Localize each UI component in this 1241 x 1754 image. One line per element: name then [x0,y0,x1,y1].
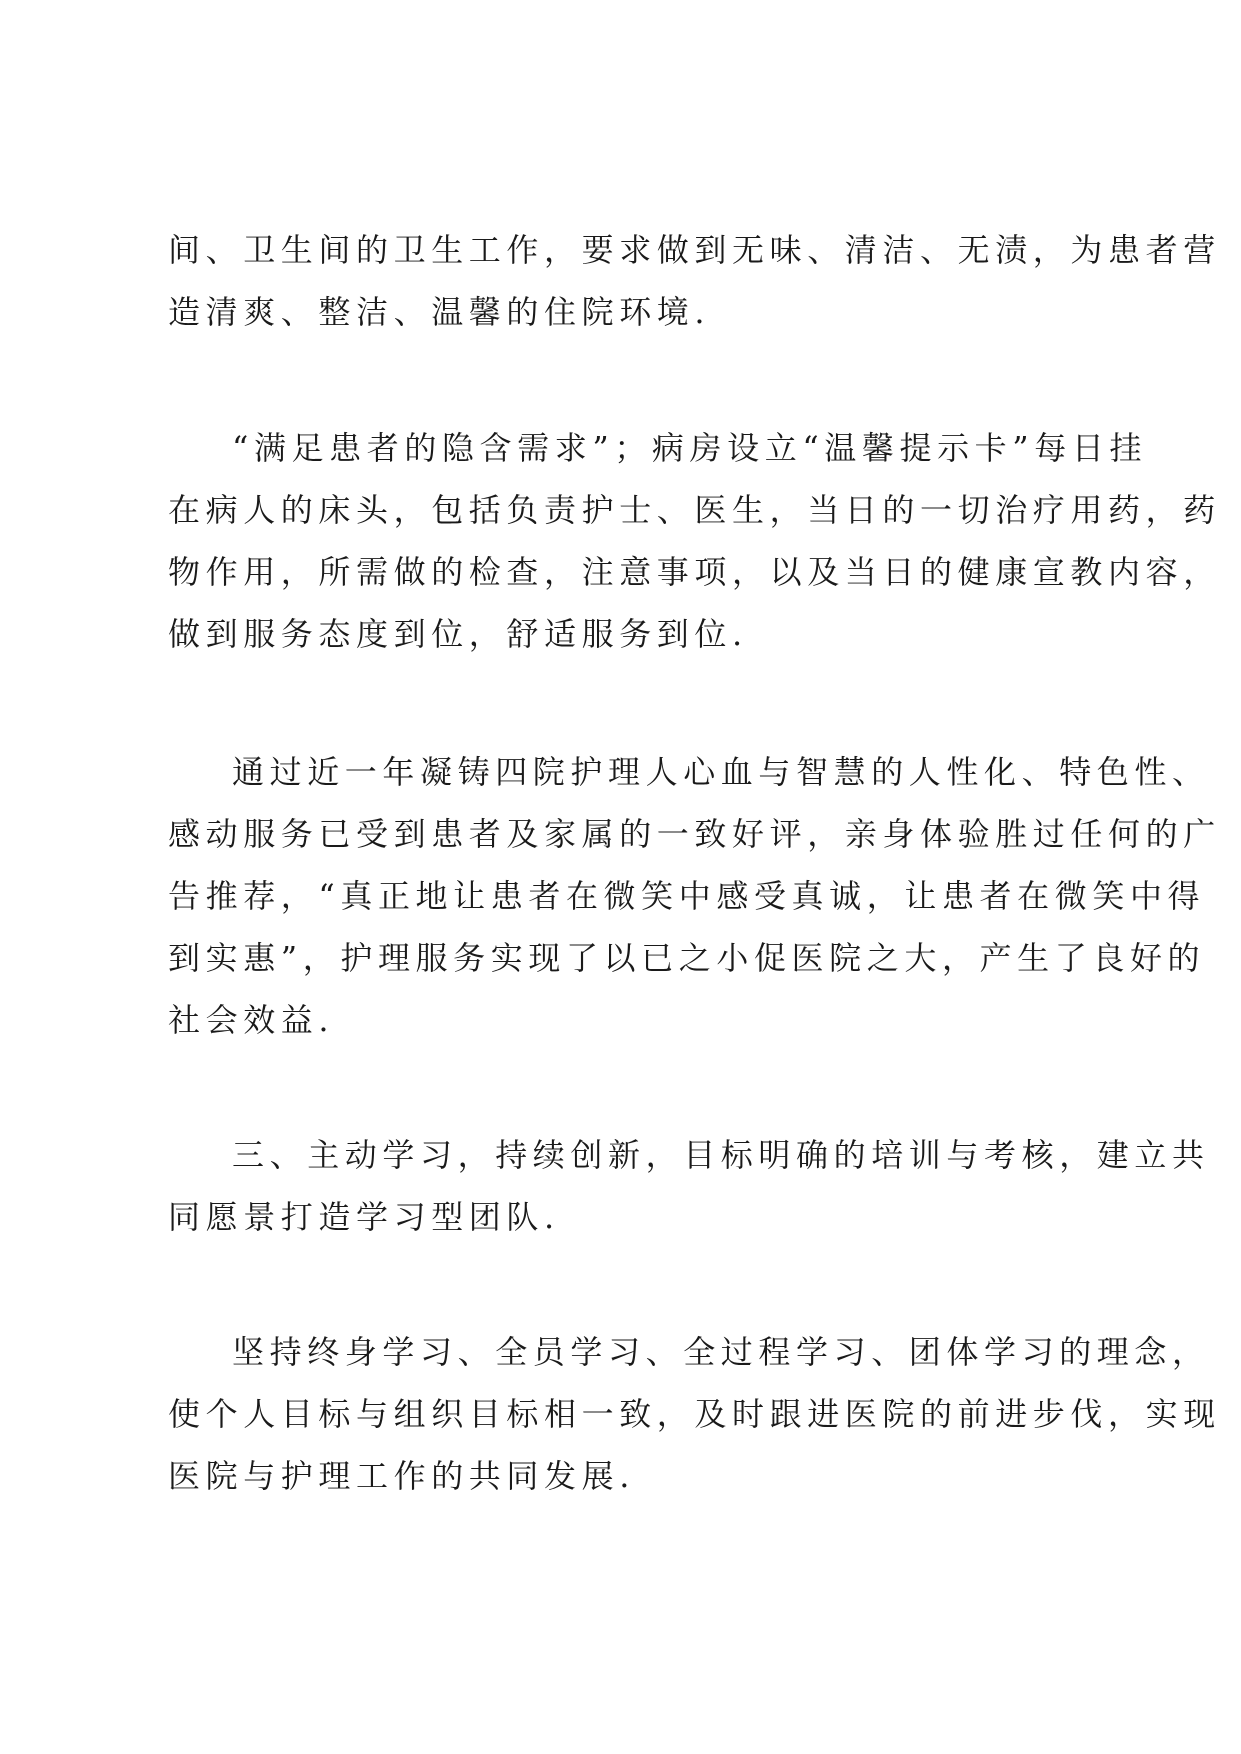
text-line: 坚持终身学习、全员学习、全过程学习、团体学习的理念， [232,1333,1210,1371]
text-line: 物作用，所需做的检查，注意事项，以及当日的健康宣教内容， [168,553,1221,591]
text-line: 告推荐，“真正地让患者在微笑中感受真诚，让患者在微笑中得 [168,877,1206,915]
text-line: 到实惠”，护理服务实现了以已之小促医院之大，产生了良好的 [168,939,1206,977]
text-line: 医院与护理工作的共同发展. [168,1457,635,1495]
text-line: 同愿景打造学习型团队. [168,1198,560,1236]
section-heading-learning [168,1124,1210,1248]
paragraph-hidden-needs [168,417,1221,665]
paragraph-continued [168,219,1221,343]
text-line: 做到服务态度到位，舒适服务到位. [168,615,748,653]
text-line: 社会效益. [168,1001,335,1039]
text-line: 使个人目标与组织目标相一致，及时跟进医院的前进步伐，实现 [168,1395,1221,1433]
paragraph-lifelong-learning [168,1321,1221,1507]
text-line: 在病人的床头，包括负责护士、医生，当日的一切治疗用药，药 [168,491,1221,529]
text-line: “满足患者的隐含需求”；病房设立“温馨提示卡”每日挂 [232,429,1148,467]
text-line: 感动服务已受到患者及家属的一致好评，亲身体验胜过任何的广 [168,815,1221,853]
paragraph-service-evaluation [168,741,1221,1051]
text-line: 间、卫生间的卫生工作，要求做到无味、清洁、无渍，为患者营 [168,231,1221,269]
text-line: 通过近一年凝铸四院护理人心血与智慧的人性化、特色性、 [232,753,1210,791]
text-line: 三、主动学习，持续创新，目标明确的培训与考核，建立共 [232,1136,1210,1174]
text-line: 造清爽、整洁、温馨的住院环境. [168,293,711,331]
